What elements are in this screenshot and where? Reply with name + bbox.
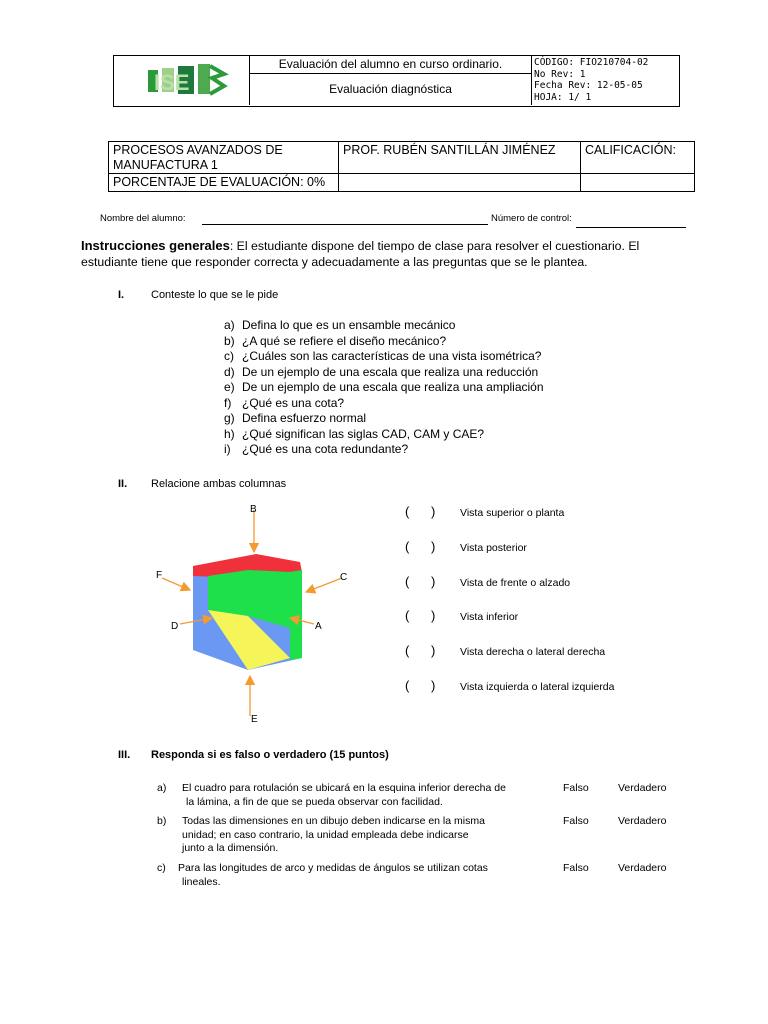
header-title: Evaluación del alumno en curso ordinario. xyxy=(250,56,531,74)
question-letter: h) xyxy=(224,426,235,441)
question-letter: f) xyxy=(224,395,232,410)
section1-title: Conteste lo que se le pide xyxy=(151,289,279,301)
answer-parentheses[interactable]: ( ) xyxy=(405,643,436,659)
match-option xyxy=(405,642,614,677)
falso-option[interactable]: Falso xyxy=(563,815,589,827)
answer-parentheses[interactable]: ( ) xyxy=(405,677,436,693)
verdadero-option[interactable]: Verdadero xyxy=(618,815,667,827)
question-text: ¿A qué se refiere el diseño mecánico? xyxy=(242,333,447,348)
percentage-cell: PORCENTAJE DE EVALUACIÓN: 0% xyxy=(113,175,326,189)
tf-line2: la lámina, a fin de que se pueda observar con facilidad. xyxy=(186,796,443,808)
question-text: De un ejemplo de una escala que realiza una ampliación xyxy=(242,380,544,394)
match-option-text: Vista derecha o lateral derecha xyxy=(460,646,606,659)
instructions-line1: : El estudiante dispone del tiempo de clase para resolver el cuestionario. El xyxy=(229,239,640,253)
answer-parentheses[interactable]: ( ) xyxy=(405,504,436,519)
fecha-rev: Fecha Rev: 12-05-05 xyxy=(534,80,643,91)
question-text: ¿Qué significan las siglas CAD, CAM y CAE? xyxy=(242,426,485,441)
answer-parentheses[interactable]: ( ) xyxy=(405,608,436,624)
header-title-cell xyxy=(250,56,532,105)
grade-label: CALIFICACIÓN: xyxy=(585,143,676,157)
header-meta xyxy=(534,57,648,103)
question-item xyxy=(224,442,544,458)
label-e: E xyxy=(251,714,258,725)
answer-parentheses[interactable]: ( ) xyxy=(405,538,436,554)
question-letter: e) xyxy=(224,380,235,394)
instructions xyxy=(81,238,693,254)
subject-line2: MANUFACTURA 1 xyxy=(113,158,218,172)
svg-text:ISE: ISE xyxy=(154,70,190,95)
section1-number: I. xyxy=(118,289,125,301)
ise-logo-graphic xyxy=(114,56,248,104)
question-item xyxy=(224,380,544,396)
tf-line1: Todas las dimensiones en un dibujo deben indicarse en la misma xyxy=(182,815,485,827)
question-item xyxy=(224,349,544,365)
question-letter: c) xyxy=(224,349,234,363)
match-options xyxy=(405,503,614,712)
course-table xyxy=(108,141,695,192)
cube-green-left xyxy=(208,570,248,616)
section3-number: III. xyxy=(118,749,131,761)
label-f: F xyxy=(156,570,163,581)
verdadero-option[interactable]: Verdadero xyxy=(618,862,667,874)
tf-letter: a) xyxy=(157,782,167,794)
verdadero-option[interactable]: Verdadero xyxy=(618,782,667,794)
falso-option[interactable]: Falso xyxy=(563,782,589,794)
label-d: D xyxy=(171,621,179,632)
label-b: B xyxy=(250,504,257,515)
tf-line2: lineales. xyxy=(182,876,221,888)
question-letter: a) xyxy=(224,318,235,332)
tf-line1: El cuadro para rotulación se ubicará en la esquina inferior derecha de xyxy=(182,782,506,794)
question-text: Defina esfuerzo normal xyxy=(242,411,367,425)
no-rev: No Rev: 1 xyxy=(534,68,586,80)
tf-letter: c) xyxy=(157,862,166,874)
question-letter: b) xyxy=(224,333,235,348)
cube-green-right xyxy=(290,570,302,660)
codigo: CÓDIGO: FIO210704-02 xyxy=(534,57,649,68)
question-item xyxy=(224,411,544,427)
match-option xyxy=(405,503,614,538)
match-option xyxy=(405,573,614,608)
professor-cell: PROF. RUBÉN SANTILLÁN JIMÉNEZ xyxy=(343,143,556,157)
section3-title: Responda si es falso o verdadero (15 puntos) xyxy=(151,749,389,761)
section2-title: Relacione ambas columnas xyxy=(151,478,287,490)
question-text: ¿Qué es una cota? xyxy=(242,395,345,410)
name-label: Nombre del alumno: xyxy=(100,213,186,224)
instructions-bold: Instrucciones generales xyxy=(81,238,230,253)
match-option-text: Vista superior o planta xyxy=(460,507,565,519)
match-option-text: Vista izquierda o lateral izquierda xyxy=(460,680,615,693)
question-item xyxy=(224,365,544,381)
question-text: ¿Cuáles son las características de una vista isométrica? xyxy=(242,349,542,363)
section1-questions xyxy=(224,318,544,458)
question-text: Defina lo que es un ensamble mecánico xyxy=(242,318,456,332)
falso-option[interactable]: Falso xyxy=(563,862,589,874)
match-option-text: Vista de frente o alzado xyxy=(460,576,571,589)
question-item xyxy=(224,334,544,350)
control-label: Número de control: xyxy=(491,213,572,224)
question-item xyxy=(224,396,544,412)
question-letter: d) xyxy=(224,364,235,379)
tf-line2: unidad; en caso contrario, la unidad empleada debe indicarse xyxy=(182,829,469,841)
answer-parentheses[interactable]: ( ) xyxy=(405,573,436,589)
name-field[interactable] xyxy=(202,224,488,225)
ise-logo xyxy=(114,56,250,105)
question-text: De un ejemplo de una escala que realiza una reducción xyxy=(242,364,539,379)
label-a: A xyxy=(315,621,322,632)
subject-line1: PROCESOS AVANZADOS DE xyxy=(113,143,283,157)
question-item xyxy=(224,427,544,443)
question-item xyxy=(224,318,544,334)
match-option xyxy=(405,538,614,573)
subject-cell xyxy=(109,142,338,174)
match-option-text: Vista posterior xyxy=(460,541,527,554)
question-letter: i) xyxy=(224,442,231,456)
match-option xyxy=(405,677,614,712)
hoja: HOJA: 1/ 1 xyxy=(534,91,592,103)
header-subtitle: Evaluación diagnóstica xyxy=(329,82,452,96)
tf-letter: b) xyxy=(157,815,167,827)
isometric-figure xyxy=(150,498,350,728)
match-option-text: Vista inferior xyxy=(460,611,519,624)
match-option xyxy=(405,607,614,642)
header-table xyxy=(113,55,680,107)
control-field[interactable] xyxy=(576,227,686,228)
section2-number: II. xyxy=(118,478,128,490)
label-c: C xyxy=(340,572,348,583)
instructions-line2: estudiante tiene que responder correcta y adecuadamente a las preguntas que se le plantea. xyxy=(81,255,588,269)
tf-line3: junto a la dimensión. xyxy=(182,842,279,854)
tf-line1: Para las longitudes de arco y medidas de ángulos se utilizan cotas xyxy=(178,862,488,874)
question-letter: g) xyxy=(224,411,235,425)
question-text: ¿Qué es una cota redundante? xyxy=(242,442,409,456)
